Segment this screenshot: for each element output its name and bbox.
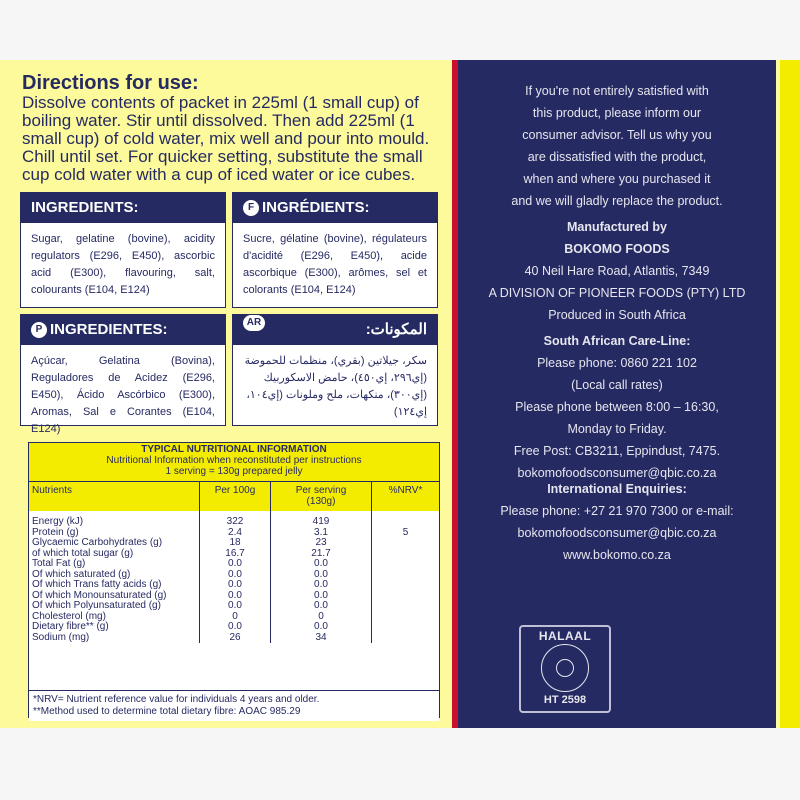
portuguese-flag-icon: P (31, 322, 47, 338)
nrv-value: 5 (402, 526, 409, 538)
nutrition-subtitle: Nutritional Information when reconstituted per instructions (106, 455, 362, 466)
nutrition-serving: 1 serving = 130g prepared jelly (165, 466, 303, 477)
ingredients-english (20, 192, 226, 308)
package-panel (0, 60, 800, 728)
nutrient-name: Of which saturated (g) (29, 570, 200, 581)
nrv-value (372, 517, 440, 528)
per-serving-value: 23 (271, 538, 372, 549)
panel-line: (Local call rates) (571, 378, 663, 392)
ingredients-text-pt: Açúcar, Gelatina (Bovina), Reguladores de Acidez (E296, E450), Ácido Ascórbico (E300), Aromas, Sal e Corantes (E104, E124) (31, 355, 215, 435)
per-serving-value: 34 (271, 633, 372, 644)
nutrition-row (29, 517, 439, 528)
ingredients-text: Sugar, gelatine (bovine), acidity regulators (E296, E450), ascorbic acid (E300), flavouring, salt, colourants (E104, E124) (31, 233, 215, 296)
nrv-value (372, 580, 440, 591)
per-serving-value: 0.0 (271, 580, 372, 591)
panel-line: A DIVISION OF PIONEER FOODS (PTY) LTD (488, 286, 746, 300)
col-nrv: %NRV* (372, 482, 440, 511)
nutrient-name: Of which Polyunsaturated (g) (29, 601, 200, 612)
nutrition-row (29, 622, 439, 633)
footnote-fibre: **Method used to determine total dietary fibre: AOAC 985.29 (33, 706, 301, 717)
panel-line: Monday to Friday. (567, 422, 667, 436)
panel-line: bokomofoodsconsumer@qbic.co.za (517, 526, 717, 540)
nutrient-name: Energy (kJ) (29, 517, 200, 528)
nutrient-name: Glycaemic Carbohydrates (g) (29, 538, 200, 549)
panel-line: this product, please inform our (532, 106, 702, 120)
per-100g-value: 0 (200, 612, 271, 623)
per-serving-value: 0 (271, 612, 372, 623)
ingredients-heading-pt: P INGREDIENTES: (21, 315, 225, 345)
nrv-value (372, 591, 440, 602)
per-100g-value: 26 (200, 633, 271, 644)
per-100g-value: 0.0 (200, 559, 271, 570)
col-nutrients: Nutrients (29, 482, 200, 511)
panel-line: www.bokomo.co.za (563, 548, 671, 562)
nutrient-name: Protein (g) (29, 528, 200, 539)
panel-line: Please phone: 0860 221 102 (537, 356, 697, 370)
nutrient-name: of which total sugar (g) (29, 549, 200, 560)
panel-line: BOKOMO FOODS (564, 242, 670, 256)
per-100g-value: 0.0 (200, 570, 271, 581)
nrv-value (372, 559, 440, 570)
ingredients-text-ar: سكر، جيلاتين (بقري)، منظمات للحموضة (إي٢٩٦، إي٤٥٠)، حامض الاسكوربيك (إي٣٠٠)، منكهات، ملح وملونات (إي١٠٤، إي١٢٤) (244, 355, 427, 418)
panel-line: Free Post: CB3211, Eppindust, 7475. (513, 444, 721, 458)
per-serving-value: 0.0 (271, 591, 372, 602)
nutrient-name: Sodium (mg) (29, 633, 200, 644)
nutrition-table (28, 442, 440, 718)
nutrition-row (29, 633, 439, 644)
nrv-value (372, 570, 440, 581)
nutrition-row (29, 538, 439, 549)
nrv-value (372, 549, 440, 560)
panel-line: International Enquiries: (547, 482, 687, 496)
french-flag-icon: F (243, 200, 259, 216)
panel-line: consumer advisor. Tell us why you (522, 128, 712, 142)
panel-line: South African Care-Line: (543, 334, 691, 348)
ingredients-heading: INGREDIENTS: (21, 193, 225, 223)
nutrition-title: TYPICAL NUTRITIONAL INFORMATION (141, 444, 327, 455)
panel-line: are dissatisfied with the product, (527, 150, 707, 164)
halaal-cert: HT 2598 (543, 694, 587, 706)
per-100g-value: 18 (200, 538, 271, 549)
panel-line: and we will gladly replace the product. (511, 194, 723, 208)
nrv-value (372, 538, 440, 549)
per-100g-value: 322 (200, 517, 271, 528)
halaal-logo (519, 625, 611, 713)
panel-line: 40 Neil Hare Road, Atlantis, 7349 (524, 264, 710, 278)
nutrient-name: Of which Monounsaturated (g) (29, 591, 200, 602)
per-serving-value: 419 (271, 517, 372, 528)
nutrient-name: Cholesterol (mg) (29, 612, 200, 623)
nrv-value (372, 622, 440, 633)
nrv-value (372, 612, 440, 623)
per-100g-value: 0.0 (200, 601, 271, 612)
panel-line: Manufactured by (566, 220, 667, 234)
nutrition-column-headers (29, 482, 439, 511)
per-100g-value: 0.0 (200, 580, 271, 591)
nutrition-row (29, 580, 439, 591)
nutrient-name: Of which Trans fatty acids (g) (29, 580, 200, 591)
ingredients-arabic (232, 314, 438, 426)
directions-title: Directions for use: (22, 72, 199, 94)
nutrition-header (29, 443, 439, 482)
panel-line: when and where you purchased it (523, 172, 711, 186)
col-per-serving: Per serving (130g) (271, 482, 372, 511)
careline-block (458, 330, 776, 484)
per-100g-value: 16.7 (200, 549, 271, 560)
per-serving-value: 21.7 (271, 549, 372, 560)
panel-line: Please phone: +27 21 970 7300 or e-mail: (500, 504, 734, 518)
per-serving-value: 0.0 (271, 622, 372, 633)
per-serving-value: 0.0 (271, 559, 372, 570)
left-column (0, 60, 452, 728)
ingredients-portuguese (20, 314, 226, 435)
nutrient-name: Dietary fibre** (g) (29, 622, 200, 633)
nutrition-footnotes (29, 690, 439, 721)
nutrition-row (29, 601, 439, 612)
per-serving-value: 3.1 (271, 528, 372, 539)
manufacturer-block (458, 216, 776, 326)
nutrition-grid (29, 482, 439, 643)
directions-text: Dissolve contents of packet in 225ml (1 small cup) of boiling water. Stir until dissolved. Then add 225ml (1 small cup) of cold water, mix well and pour into mould. Chill until set. For quicker setting, substitute the small cup cold water with a cup of iced water or ice cubes. (22, 93, 430, 184)
satisfaction-text (458, 80, 776, 212)
panel-line: bokomofoodsconsumer@qbic.co.za (517, 466, 717, 480)
panel-line: Please phone between 8:00 – 16:30, (515, 400, 719, 414)
nrv-value (372, 633, 440, 644)
footnote-nrv: *NRV= Nutrient reference value for individuals 4 years and older. (33, 694, 320, 705)
panel-line: If you're not entirely satisfied with (525, 84, 709, 98)
per-serving-value: 0.0 (271, 601, 372, 612)
nrv-value (372, 601, 440, 612)
ingredients-french (232, 192, 438, 308)
nutrient-name: Total Fat (g) (29, 559, 200, 570)
halaal-label: HALAAL (538, 629, 592, 643)
per-100g-value: 0.0 (200, 622, 271, 633)
per-100g-value: 0.0 (200, 591, 271, 602)
ingredients-heading-fr: F INGRÉDIENTS: (233, 193, 437, 223)
halaal-seal-icon (541, 644, 589, 692)
per-100g-value: 2.4 (200, 528, 271, 539)
ingredients-text-fr: Sucre, gélatine (bovine), régulateurs d'acidité (E296, E450), acide ascorbique (E300), arômes, sel et colorants (E104, E124) (243, 233, 427, 296)
per-serving-value: 0.0 (271, 570, 372, 581)
panel-line: Produced in South Africa (548, 308, 686, 322)
col-per-100g: Per 100g (200, 482, 271, 511)
consumer-info-panel (458, 60, 776, 728)
international-block (458, 478, 776, 566)
ingredients-heading-ar: AR المكونات: (233, 315, 437, 345)
nutrition-row (29, 559, 439, 570)
arabic-flag-icon: AR (243, 315, 265, 331)
